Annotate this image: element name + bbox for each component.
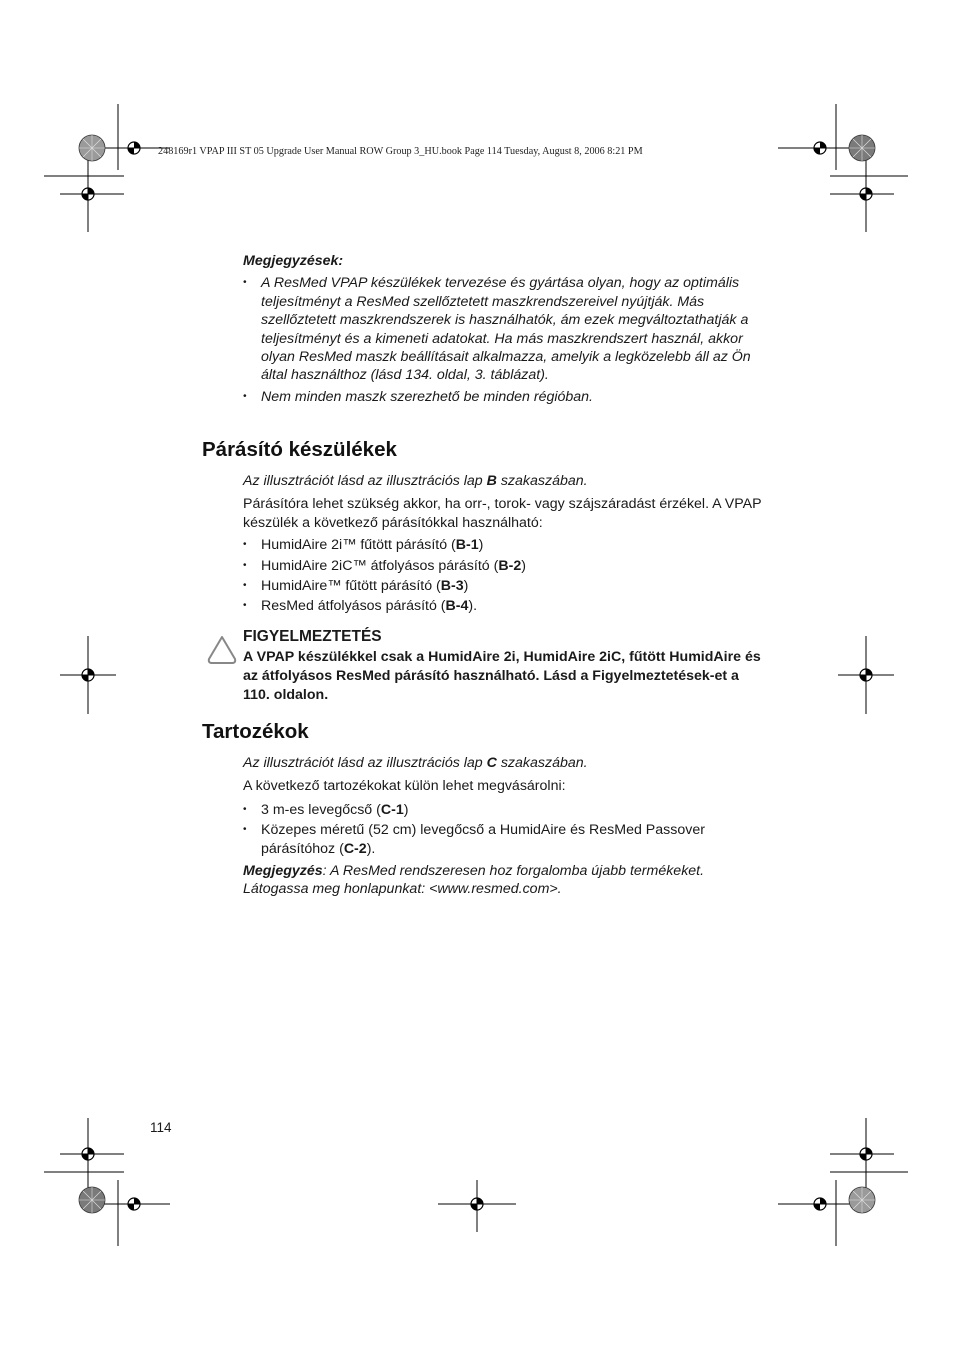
warning-section [243,628,763,705]
warning-icon [206,634,238,666]
humidifiers-section [243,472,763,618]
humidifiers-intro: Párásítóra lehet szükség akkor, ha orr-, torok- vagy szájszáradást érzékel. A VPAP készülék a következő párásítókkal használható: [243,496,762,531]
warning-title: FIGYELMEZTETÉS [243,628,382,645]
list-item: • Közepes méretű (52 cm) levegőcső a HumidAire és ResMed Passover párásítóhoz (C-2). [243,821,763,858]
list-item: • HumidAire 2i™ fűtött párásító (B-1) [243,536,763,554]
notes-section [243,252,763,408]
list-item: • 3 m-es levegőcső (C-1) [243,801,763,819]
accessories-section [243,754,763,899]
list-item: • Nem minden maszk szerezhető be minden régióban. [243,388,763,406]
list-item: • ResMed átfolyásos párásító (B-4). [243,597,763,615]
accessories-intro: A következő tartozékokat külön lehet megvásárolni: [243,778,566,795]
accessories-note: Megjegyzés: A ResMed rendszeresen hoz forgalomba újabb termékeket. Látogassa meg honlapunkat: <www.resmed.com>. [243,863,705,898]
list-item: • HumidAire™ fűtött párásító (B-3) [243,577,763,595]
warning-body: A VPAP készülékkel csak a HumidAire 2i, HumidAire 2iC, fűtött HumidAire és az átfolyásos ResMed párásító használható. Lásd a Figyelmeztetések-et a 110. oldalon. [243,649,761,704]
illustration-reference: Az illusztrációt lásd az illusztrációs lap C szakaszában. [243,755,588,771]
humidifiers-heading: Párásító készülékek [202,438,397,461]
list-item: • A ResMed VPAP készülékek tervezése és gyártása olyan, hogy az optimális teljesítményt a ResMed szellőztetett maszkrendszereivel nyújtják. Más szellőztetett maszkrendszerek is használhatók, ám ezek megváltoztathatják a teljesítményt és a kimeneti adatokat. Ha más maszkrendszert használ, akkor olyan ResMed maszk beállításait alkalmazza, amelyik a legközelebb áll az Ön által használthoz (lásd 134. oldal, 3. táblázat). [243,274,763,384]
page-number: 114 [150,1120,172,1135]
notes-list [243,274,763,406]
accessories-heading: Tartozékok [202,720,309,743]
list-item: • HumidAire 2iC™ átfolyásos párásító (B-2) [243,557,763,575]
illustration-reference: Az illusztrációt lásd az illusztrációs lap B szakaszában. [243,473,588,489]
notes-title: Megjegyzések: [243,253,344,269]
humidifiers-list [243,536,763,616]
accessories-list [243,801,763,858]
print-header: 248169r1 VPAP III ST 05 Upgrade User Manual ROW Group 3_HU.book Page 114 Tuesday, August 8, 2006 8:21 PM [158,146,643,157]
